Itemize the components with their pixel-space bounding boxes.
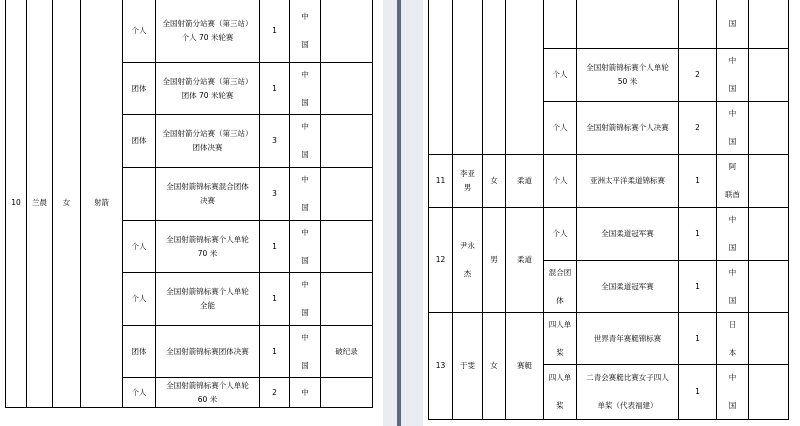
event-type: 四人单 桨	[544, 365, 577, 420]
event-country: 中 国	[290, 221, 321, 273]
page-divider	[397, 0, 401, 426]
event-country: 中 国	[717, 261, 749, 313]
athlete-name: 兰晨	[27, 0, 53, 408]
event-name: 全国柔道冠军赛	[577, 208, 679, 261]
event-type: 个人	[544, 49, 577, 102]
event-name: 亚洲太平洋柔道锦标赛	[577, 155, 679, 208]
document-page-right	[423, 0, 800, 426]
results-table-left	[5, 0, 373, 408]
event-country: 阿 联酋	[717, 155, 749, 208]
event-type: 团体	[123, 63, 156, 115]
event-rank: 1	[679, 208, 717, 261]
event-type: 个人	[544, 155, 577, 208]
event-name: 全国射箭锦标赛个人单轮 全能	[156, 273, 260, 326]
event-rank: 1	[260, 273, 290, 326]
event-country: 中 国	[290, 63, 321, 115]
athlete-number	[429, 0, 453, 155]
event-country: 中 国	[290, 0, 321, 63]
event-country: 中 国	[290, 326, 321, 378]
event-country: 中 国	[717, 49, 749, 102]
event-rank: 3	[260, 168, 290, 221]
event-rank: 2	[679, 102, 717, 155]
athlete-name: 于雯	[453, 313, 483, 420]
event-note	[749, 102, 789, 155]
event-type: 团体	[123, 115, 156, 168]
event-country: 国	[717, 0, 749, 49]
event-note	[321, 0, 373, 63]
event-type: 混合团 体	[544, 261, 577, 313]
event-rank: 1	[679, 365, 717, 420]
event-rank: 3	[260, 115, 290, 168]
athlete-gender: 男	[483, 208, 506, 313]
page-gap	[383, 0, 423, 426]
event-type: 四人单 桨	[544, 313, 577, 365]
athlete-number: 13	[429, 313, 453, 420]
event-rank: 2	[679, 49, 717, 102]
athlete-sport	[506, 0, 544, 155]
event-name: 全国射箭分站赛（第三站） 团体 70 米轮赛	[156, 63, 260, 115]
results-table-right	[428, 0, 789, 420]
event-name	[577, 0, 679, 49]
event-name: 二青会赛艇比赛女子四人 单桨（代表福建）	[577, 365, 679, 420]
event-name: 全国射箭锦标赛团体决赛	[156, 326, 260, 378]
event-name: 世界青年赛艇锦标赛	[577, 313, 679, 365]
event-type: 个人	[544, 208, 577, 261]
athlete-gender: 女	[483, 155, 506, 208]
athlete-number: 11	[429, 155, 453, 208]
event-rank: 1	[260, 326, 290, 378]
event-rank: 2	[260, 378, 290, 408]
event-note: 破纪录	[321, 326, 373, 378]
event-country: 中 国	[290, 115, 321, 168]
event-name: 全国柔道冠军赛	[577, 261, 679, 313]
event-name: 全国射箭锦标赛个人单轮 50 米	[577, 49, 679, 102]
event-note	[749, 313, 789, 365]
event-country: 中	[290, 378, 321, 408]
event-type: 个人	[123, 0, 156, 63]
athlete-name	[453, 0, 483, 155]
event-note	[749, 49, 789, 102]
event-note	[321, 115, 373, 168]
event-note	[749, 155, 789, 208]
event-note	[749, 0, 789, 49]
event-type: 个人	[123, 378, 156, 408]
event-note	[321, 63, 373, 115]
event-name: 全国射箭锦标赛混合团体 决赛	[156, 168, 260, 221]
event-rank: 1	[679, 155, 717, 208]
event-name: 全国射箭锦标赛个人决赛	[577, 102, 679, 155]
athlete-sport: 柔道	[506, 155, 544, 208]
event-note	[321, 378, 373, 408]
event-name: 全国射箭分站赛（第三站） 个人 70 米轮赛	[156, 0, 260, 63]
event-rank: 1	[260, 0, 290, 63]
athlete-name: 李亚 男	[453, 155, 483, 208]
event-country: 中 国	[717, 365, 749, 420]
event-note	[321, 168, 373, 221]
athlete-sport: 柔道	[506, 208, 544, 313]
event-rank: 1	[679, 313, 717, 365]
event-name: 全国射箭锦标赛个人单轮 60 米	[156, 378, 260, 408]
event-type: 个人	[123, 221, 156, 273]
event-country: 日 本	[717, 313, 749, 365]
document-page-left	[0, 0, 383, 426]
athlete-sport: 赛艇	[506, 313, 544, 420]
event-type: 团体	[123, 326, 156, 378]
event-country: 中 国	[290, 273, 321, 326]
event-note	[749, 208, 789, 261]
event-type	[544, 0, 577, 49]
athlete-gender	[483, 0, 506, 155]
event-type	[123, 168, 156, 221]
event-note	[749, 365, 789, 420]
event-type: 个人	[544, 102, 577, 155]
event-rank: 1	[260, 221, 290, 273]
event-country: 中 国	[717, 102, 749, 155]
event-rank: 1	[260, 63, 290, 115]
athlete-gender: 女	[53, 0, 81, 408]
event-rank	[679, 0, 717, 49]
event-name: 全国射箭分站赛（第三站） 团体决赛	[156, 115, 260, 168]
event-type: 个人	[123, 273, 156, 326]
athlete-number: 12	[429, 208, 453, 313]
event-name: 全国射箭锦标赛个人单轮 70 米	[156, 221, 260, 273]
event-note	[321, 273, 373, 326]
event-note	[321, 221, 373, 273]
athlete-number: 10	[6, 0, 27, 408]
event-rank: 1	[679, 261, 717, 313]
athlete-sport: 射箭	[81, 0, 123, 408]
event-country: 中 国	[290, 168, 321, 221]
event-country: 中 国	[717, 208, 749, 261]
athlete-name: 尹永 杰	[453, 208, 483, 313]
athlete-gender: 女	[483, 313, 506, 420]
event-note	[749, 261, 789, 313]
